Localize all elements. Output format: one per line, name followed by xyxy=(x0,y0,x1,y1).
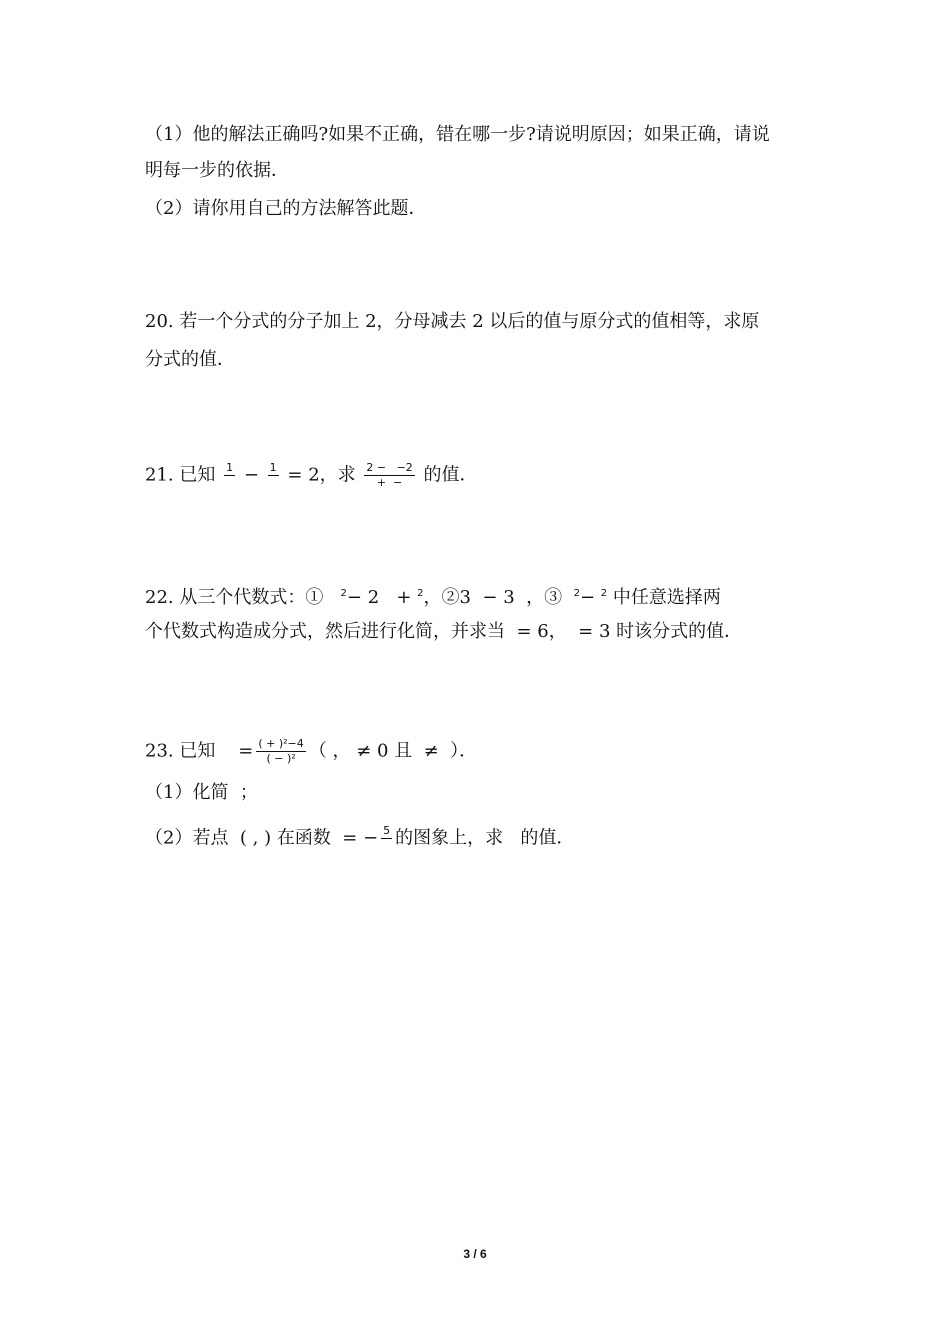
q23-prefix: 23. 已知 xyxy=(145,740,216,762)
q19-sub2: （2）请你用自己的方法解答此题． xyxy=(145,198,427,219)
q19-sub1-line2: 明每一步的依据． xyxy=(145,160,289,181)
q22-p3: ，②3 − 3 ，③ xyxy=(423,587,563,608)
q22-p4: − xyxy=(579,587,596,608)
q22-line1 xyxy=(145,583,721,609)
q21-prefix: 21. 已知 xyxy=(145,464,216,486)
page-number: 3 / 6 xyxy=(463,1247,487,1261)
q21-frac1-num: 1 xyxy=(226,461,234,474)
q23-cond: （ ， ≠ 0 且 ≠ ）． xyxy=(308,740,478,762)
q22-sup2: 2 xyxy=(417,588,424,599)
q23 xyxy=(145,738,477,765)
q23-sub2 xyxy=(145,825,574,852)
q22-sup1: 2 xyxy=(340,588,347,599)
q23-sub1: （1）化简 ； xyxy=(145,782,258,803)
q22-sup3: 2 xyxy=(573,588,580,599)
q21-frac3 xyxy=(364,462,414,489)
q21-eq: = 2，求 xyxy=(287,464,356,486)
q22-p5: 中任意选择两 xyxy=(612,587,721,608)
q22-sup4: 2 xyxy=(600,588,608,599)
q22-p2: − 2 + xyxy=(346,587,412,608)
q20-line1: 20. 若一个分式的分子加上 2，分母减去 2 以后的值与原分式的值相等，求原 xyxy=(145,311,760,332)
q20-line2: 分式的值． xyxy=(145,349,235,370)
q21-frac1-den xyxy=(224,476,235,489)
q23-frac-k xyxy=(381,825,392,852)
q21 xyxy=(145,462,478,489)
q21-minus: − xyxy=(243,464,259,486)
q21-suffix: 的值． xyxy=(423,464,478,486)
q21-frac3-num: 2 − −2 xyxy=(366,461,413,474)
q23-eq: = xyxy=(238,740,254,762)
q21-frac3-den: + − xyxy=(376,476,403,489)
q19-sub1-line1: （1）他的解法正确吗?如果不正确，错在哪一步?请说明原因；如果正确，请说 xyxy=(145,124,770,145)
q23-sub2-pre: （2）若点 ( , ) 在函数 = − xyxy=(145,827,379,849)
q23-frac xyxy=(256,738,305,765)
q23-frac-k-den xyxy=(381,839,392,852)
q21-frac2-den xyxy=(268,476,279,489)
q22-p1: 22. 从三个代数式：① xyxy=(145,587,324,608)
q23-sub2-post: 的图象上，求 的值． xyxy=(395,827,575,849)
q23-frac-num: ( + )²−4 xyxy=(258,737,304,750)
q23-frac-den: ( − )² xyxy=(266,752,296,765)
q21-frac1 xyxy=(224,462,235,489)
q23-frac-k-num: 5 xyxy=(383,824,391,837)
q21-frac2-num: 1 xyxy=(269,461,277,474)
q21-frac2 xyxy=(268,462,279,489)
q22-line2: 个代数式构造成分式，然后进行化简，并求当 = 6， = 3 时该分式的值． xyxy=(145,621,743,642)
